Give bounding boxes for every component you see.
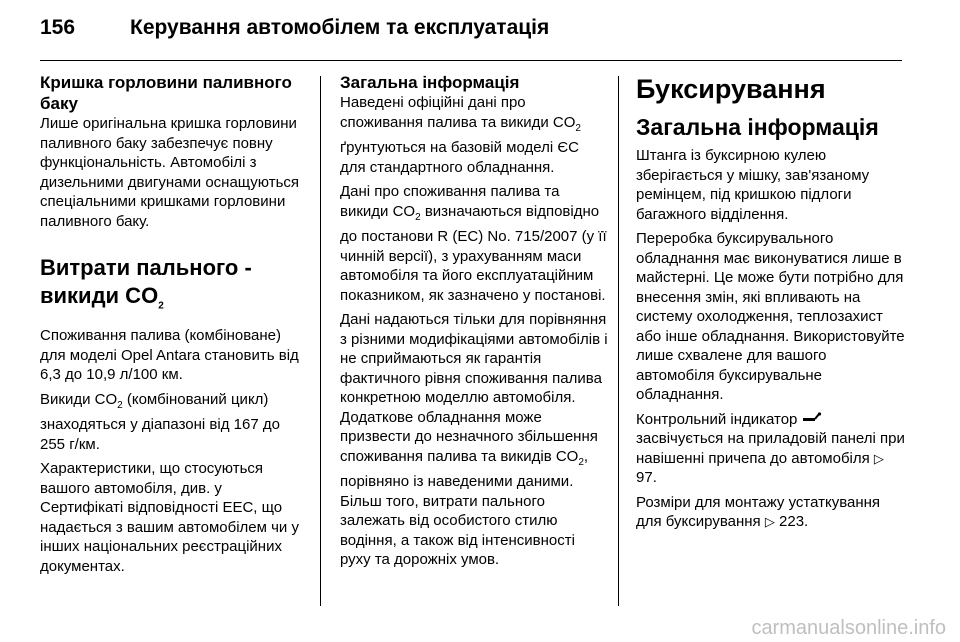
paragraph-co2: Викиди $CO_2$ (комбінований цикл) знаходяться у діапазоні від 167 до 255 г/км. xyxy=(40,390,280,453)
column-2 xyxy=(340,72,608,575)
paragraph-regulation: Дані про споживання палива та викиди $CO_2$ визначаються відповідно до постанови R (EC) No. 715/2007 (у її чинній версії), з урахуванням маси автомобіля та його експлуатаційним показником, як зазначено у постанові. xyxy=(340,183,607,304)
paragraph-fuel-cap: Лише оригінальна кришка горловини паливного баку забезпечує повну функціональність. Автомобілі з дизельними двигунами оснащуються спеціальними кришками горловини паливного баку. xyxy=(40,115,300,230)
running-title: Керування автомобілем та експлуатація xyxy=(130,16,550,39)
heading-towing: Буксирування xyxy=(636,74,826,104)
watermark: carmanualsonline.info xyxy=(751,617,946,639)
page-ref-97[interactable]: 97 xyxy=(636,469,653,486)
paragraph-official-data: Наведені офіційні дані про споживання палива та викиди $CO_2$ ґрунтуються на базовій моделі ЄС для стандартного обладнання. xyxy=(340,94,581,176)
paragraph-mounting: Розміри для монтажу устаткування для буксирування ▷ 223. xyxy=(636,493,881,530)
column-1 xyxy=(40,72,308,581)
paragraph-conversion: Переробка буксирувального обладнання має виконуватися лише в майстерні. Це може бути потрібно для внесення змін, які впливають на систему охолодження, теплозахист або інше обладнання. Використовуйте лише схвалене для вашого автомобіля буксирувальне обладнання. xyxy=(636,230,905,403)
heading-general-info-towing: Загальна інформація xyxy=(636,114,879,140)
page-ref-223[interactable]: 223 xyxy=(779,513,805,530)
paragraph-tow-bar: Штанга із буксирною кулею зберігається у мішку, зав'язаному ремінцем, під кришкою підлоги багажного відділення. xyxy=(636,147,870,223)
column-divider-2 xyxy=(618,76,619,606)
column-divider-1 xyxy=(320,76,321,606)
trailer-indicator-icon xyxy=(802,412,822,424)
heading-fuel-cap: Кришка горловини паливного баку xyxy=(40,73,292,113)
page-number: 156 xyxy=(40,16,76,39)
heading-general-info: Загальна інформація xyxy=(340,73,520,92)
heading-fuel-consumption: Витрати пального - викиди $CO_2$ xyxy=(40,255,252,312)
header-rule xyxy=(40,60,902,61)
page-ref-icon: ▷ xyxy=(764,514,775,529)
paragraph-specifications: Характеристики, що стосуються вашого автомобіля, див. у Сертифікаті відповідності ЕЕС, що надається з вашим автомобілем чи у інших національних реєстраційних документах. xyxy=(40,460,299,575)
page-header xyxy=(40,16,920,52)
paragraph-indicator: Контрольний індикатор засвічується на приладовій панелі при навішенні причепа до автомобіля ▷ 97. xyxy=(636,410,905,486)
column-3 xyxy=(636,72,906,537)
paragraph-comparison: Дані надаються тільки для порівняння з різними модифікаціями автомобілів і не сприймаються як гарантія фактичного рівня споживання палива конкретною моделлю автомобіля. Додаткове обладнання може призвести до незначного збільшення споживання палива та викидів $CO_2$, порівняно із наведеними даними. Більш того, витрати пального залежать від особистого стилю водіння, а також від інтенсивності руху та дорожніх умов. xyxy=(340,311,608,568)
page-ref-icon: ▷ xyxy=(873,450,884,466)
paragraph-consumption: Споживання палива (комбіноване) для моделі Opel Antara становить від 6,3 до 10,9 л/100 км. xyxy=(40,327,299,384)
